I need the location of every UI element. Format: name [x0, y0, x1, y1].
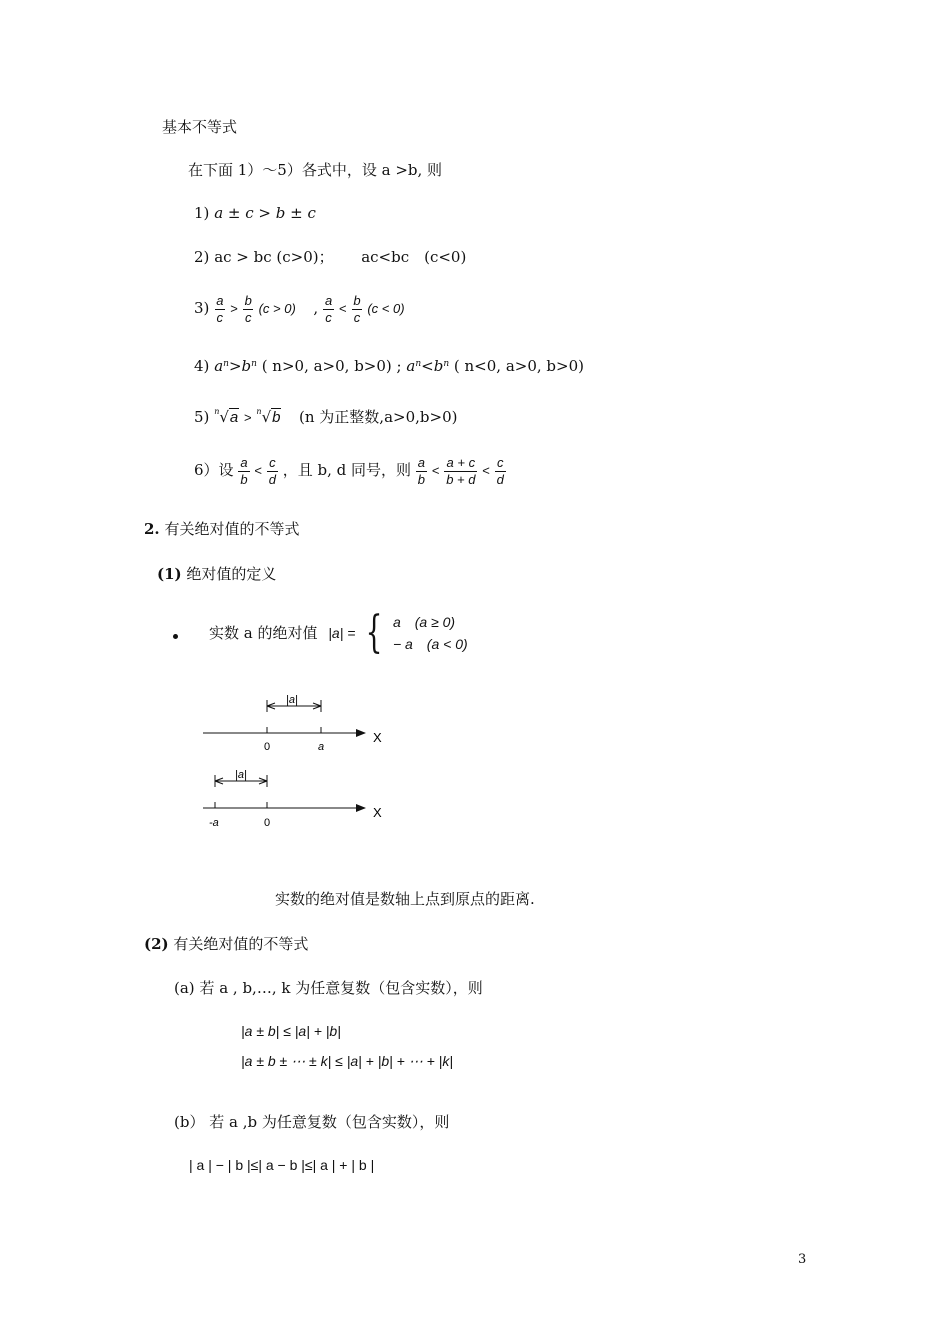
item-4-label: 4): [194, 357, 210, 375]
item-1-label: 1): [194, 204, 210, 222]
item-2: [194, 247, 466, 267]
top-dist-label: |a|: [286, 694, 298, 706]
item-2-label: 2): [194, 248, 210, 266]
abs-definition-text: 实数 a 的绝对值: [209, 624, 318, 642]
subsection-2-title: 有关绝对值的不等式: [173, 935, 309, 953]
page-number: 3: [798, 1252, 807, 1267]
item-6: 6）设 $\frac{a}{b}$ < $\frac{c}{d}$ ，且 b, d 同号，则 $\frac{a}{b}$ < $\frac{a + c}{b + d}$ < $\frac{c}{d}$: [194, 454, 504, 487]
abs-definition: 实数 a 的绝对值 |a| = { a (a ≥ 0) − a (a < 0): [209, 607, 468, 658]
subsection-2-heading: [144, 934, 308, 954]
item-3-sep: ,: [313, 299, 319, 317]
abs-caption: 实数的绝对值是数轴上点到原点的距离.: [275, 890, 535, 908]
clause-a-text: 若 a , b,…, k 为任意复数（包含实数），则: [199, 979, 483, 997]
section-2-heading: [144, 519, 299, 539]
item-4-cond-1: ( n>0, a>0, b>0) ;: [261, 357, 402, 375]
subsection-2-number: (2): [144, 935, 169, 953]
item-5: 5) $^n$√a > $^n$√b (n 为正整数,a>0,b>0): [194, 407, 458, 426]
item-3: 3) $\frac{a}{c}$ > $\frac{b}{c}$ (c > 0) , $\frac{a}{c}$ < $\frac{b}{c}$ (c < 0): [194, 292, 405, 325]
item-1: [194, 203, 316, 223]
fraction-a-over-c: $\frac{a}{c}$: [216, 292, 224, 325]
number-line-bottom: [203, 769, 382, 829]
clause-a: [174, 978, 483, 998]
bottom-axis-label: X: [373, 805, 382, 820]
fraction-a-over-b: $\frac{a}{b}$: [240, 454, 248, 487]
clause-a-label: (a): [174, 979, 195, 997]
item-4: 4) $a^n>b^n$ ( n>0, a>0, b>0) ; $a^n<b^n$ ( n<0, a>0, b>0): [194, 357, 584, 375]
fraction-c-over-d-2: $\frac{c}{d}$: [496, 454, 504, 487]
nth-root-b: $^n$√b: [256, 407, 281, 426]
item-6-label: 6）设: [194, 461, 234, 479]
top-tick-0: 0: [264, 741, 271, 753]
bullet-icon: [173, 634, 178, 639]
section-2-number: 2.: [144, 520, 160, 538]
subsection-1-heading: [157, 564, 276, 584]
bottom-tick-neg-a: -a: [209, 817, 219, 829]
fraction-a-over-b-2: $\frac{a}{b}$: [417, 454, 426, 487]
item-2-formula-b: ac<bc (c<0): [361, 248, 467, 266]
fraction-mediant: $\frac{a + c}{b + d}$: [446, 454, 476, 487]
bottom-tick-0: 0: [264, 817, 271, 829]
fraction-a-over-c-2: $\frac{a}{c}$: [324, 292, 333, 325]
clause-b: [174, 1112, 449, 1132]
clause-a-formula-2: |a ± b ± ⋯ ± k| ≤ |a| + |b| + ⋯ + |k|: [241, 1053, 453, 1069]
fraction-b-over-c: $\frac{b}{c}$: [244, 292, 252, 325]
top-tick-a: a: [318, 741, 325, 753]
abs-case-1: a (a ≥ 0): [392, 614, 456, 630]
clause-a-formula-1: |a ± b| ≤ |a| + |b|: [241, 1023, 341, 1039]
item-3-label: 3): [194, 299, 210, 317]
fraction-b-over-c-2: $\frac{b}{c}$: [353, 292, 361, 325]
item-2-formula-a: ac > bc (c>0)；: [214, 248, 334, 266]
subsection-1-title: 绝对值的定义: [186, 565, 277, 583]
bottom-dist-label: |a|: [235, 769, 247, 781]
abs-case-2: − a (a < 0): [392, 636, 468, 652]
section-2-title: 有关绝对值的不等式: [164, 520, 300, 538]
number-line-diagram: [195, 688, 395, 838]
item-5-cond: (n 为正整数,a>0,b>0): [299, 408, 458, 426]
left-brace: {: [365, 607, 383, 658]
item-5-label: 5): [194, 408, 210, 426]
item-1-formula: a ± c > b ± c: [214, 204, 316, 222]
item-6-mid: ，且 b, d 同号，则: [282, 461, 412, 479]
heading: 基本不等式: [162, 118, 238, 136]
item-4-cond-2: ( n<0, a>0, b>0): [453, 357, 584, 375]
intro-text: 在下面 1）～5）各式中，设 a >b, 则: [188, 161, 443, 179]
subsection-1-number: (1): [157, 565, 182, 583]
fraction-c-over-d: $\frac{c}{d}$: [268, 454, 276, 487]
nth-root-a: $^n$√a: [214, 407, 239, 426]
number-line-top: [203, 694, 382, 753]
clause-b-formula: | a | − | b |≤| a − b |≤| a | + | b |: [189, 1157, 375, 1173]
item-3-cond-1: (c > 0): [258, 301, 296, 316]
clause-b-text: 若 a ,b 为任意复数（包含实数），则: [209, 1113, 450, 1131]
top-axis-label: X: [373, 730, 382, 745]
item-3-cond-2: (c < 0): [367, 301, 405, 316]
clause-b-label: (b）: [174, 1113, 205, 1131]
